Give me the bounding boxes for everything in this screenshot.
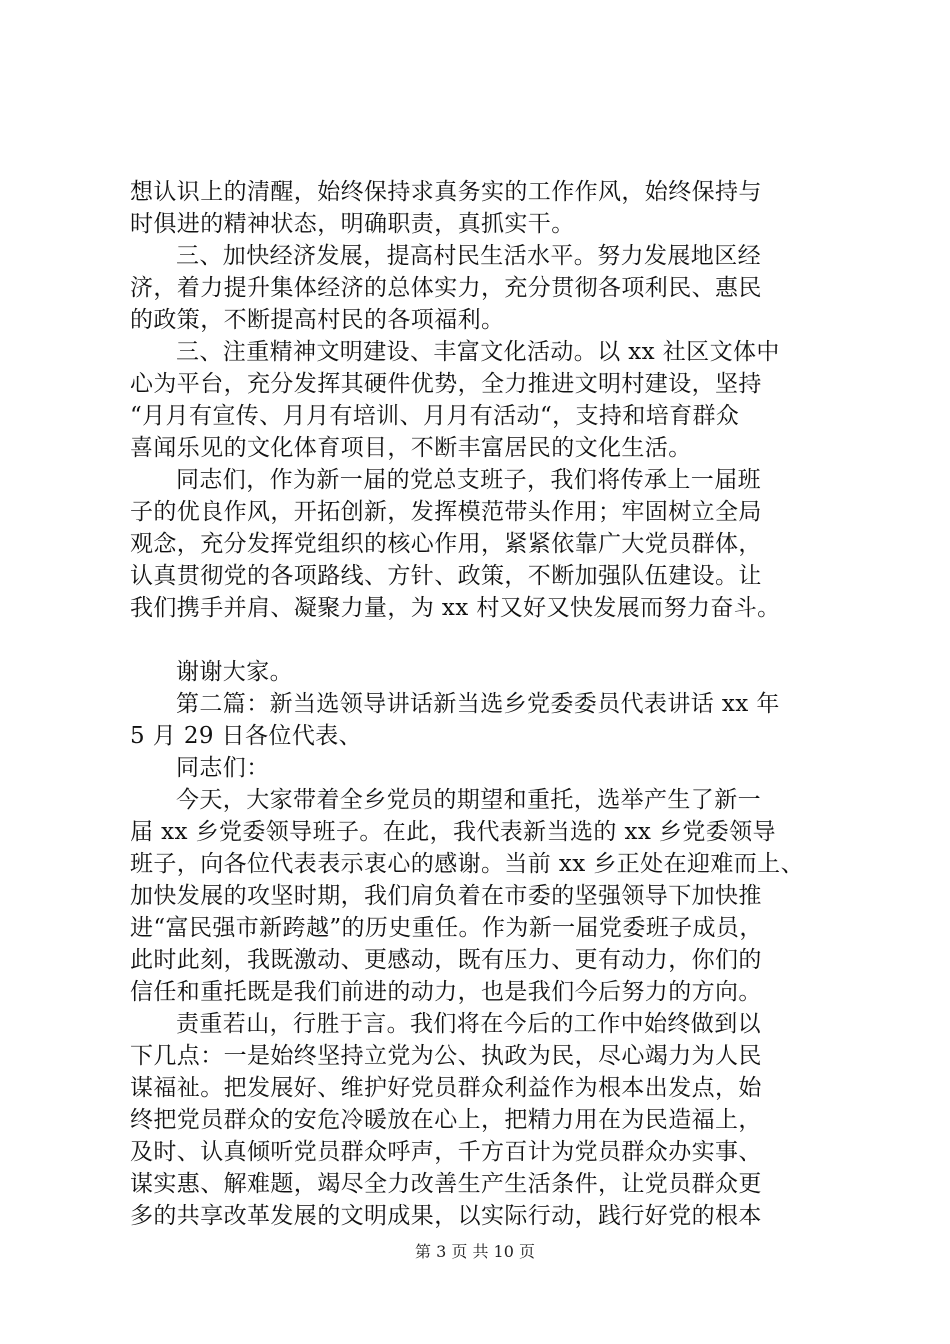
text-line: 下几点：一是始终坚持立党为公、执政为民，尽心竭力为人民 xyxy=(130,1043,762,1069)
text-line: 此时此刻，我既激动、更感动，既有压力、更有动力，你们的 xyxy=(130,947,762,973)
text-line: 时俱进的精神状态，明确职责，真抓实干。 xyxy=(130,211,575,237)
text-line: 三、加快经济发展，提高村民生活水平。努力发展地区经 xyxy=(176,243,761,269)
text-line: 终把党员群众的安危冷暖放在心上，把精力用在为民造福上， xyxy=(130,1107,762,1133)
text-line: 进“富民强市新跨越”的历史重任。作为新一届党委班子成员， xyxy=(130,915,763,941)
text-line: 责重若山，行胜于言。我们将在今后的工作中始终做到以 xyxy=(176,1011,761,1037)
text-line: 谋实惠、解难题，竭尽全力改善生产生活条件，让党员群众更 xyxy=(130,1171,762,1197)
text-line: 今天，大家带着全乡党员的期望和重托，选举产生了新一 xyxy=(176,787,761,813)
text-line: 认真贯彻党的各项路线、方针、政策，不断加强队伍建设。让 xyxy=(130,563,762,589)
text-line: 济，着力提升集体经济的总体实力，充分贯彻各项利民、惠民 xyxy=(130,275,762,301)
text-line: 观念，充分发挥党组织的核心作用，紧紧依靠广大党员群体， xyxy=(130,531,762,557)
text-line: 的政策，不断提高村民的各项福利。 xyxy=(130,307,505,333)
text-line: 我们携手并肩、凝聚力量，为 xx 村又好又快发展而努力奋斗。 xyxy=(130,595,781,621)
text-line: 喜闻乐见的文化体育项目，不断丰富居民的文化生活。 xyxy=(130,435,692,461)
body-text xyxy=(130,176,830,1232)
text-line: 届 xx 乡党委领导班子。在此，我代表新当选的 xx 乡党委领导 xyxy=(130,819,776,845)
text-line: 心为平台，充分发挥其硬件优势，全力推进文明村建设，坚持 xyxy=(130,371,762,397)
text-line: 信任和重托既是我们前进的动力，也是我们今后努力的方向。 xyxy=(130,979,762,1005)
text-line: 多的共享改革发展的文明成果，以实际行动，践行好党的根本 xyxy=(130,1203,762,1229)
text-line: 想认识上的清醒，始终保持求真务实的工作作风，始终保持与 xyxy=(130,179,762,205)
text-line: 同志们： xyxy=(176,755,270,781)
text-line: 班子，向各位代表表示衷心的感谢。当前 xx 乡正处在迎难而上、 xyxy=(130,851,804,877)
text-line: 同志们，作为新一届的党总支班子，我们将传承上一届班 xyxy=(176,467,761,493)
text-line: 第二篇：新当选领导讲话新当选乡党委委员代表讲话 xx 年 xyxy=(176,691,780,717)
text-line: 谋福祉。把发展好、维护好党员群众利益作为根本出发点，始 xyxy=(130,1075,762,1101)
text-line: 谢谢大家。 xyxy=(176,659,293,685)
text-line: 及时、认真倾听党员群众呼声，千方百计为党员群众办实事、 xyxy=(130,1139,762,1165)
text-line: 5 月 29 日各位代表、 xyxy=(130,723,363,749)
text-line: 加快发展的攻坚时期，我们肩负着在市委的坚强领导下加快推 xyxy=(130,883,762,909)
paragraph-gap xyxy=(130,624,830,656)
text-line: “月月有宣传、月月有培训、月月有活动“，支持和培育群众 xyxy=(130,403,740,429)
text-line: 三、注重精神文明建设、丰富文化活动。以 xx 社区文体中 xyxy=(176,339,780,365)
page-footer: 第 3 页 共 10 页 xyxy=(415,1242,535,1261)
text-line: 子的优良作风，开拓创新，发挥模范带头作用；牢固树立全局 xyxy=(130,499,762,525)
